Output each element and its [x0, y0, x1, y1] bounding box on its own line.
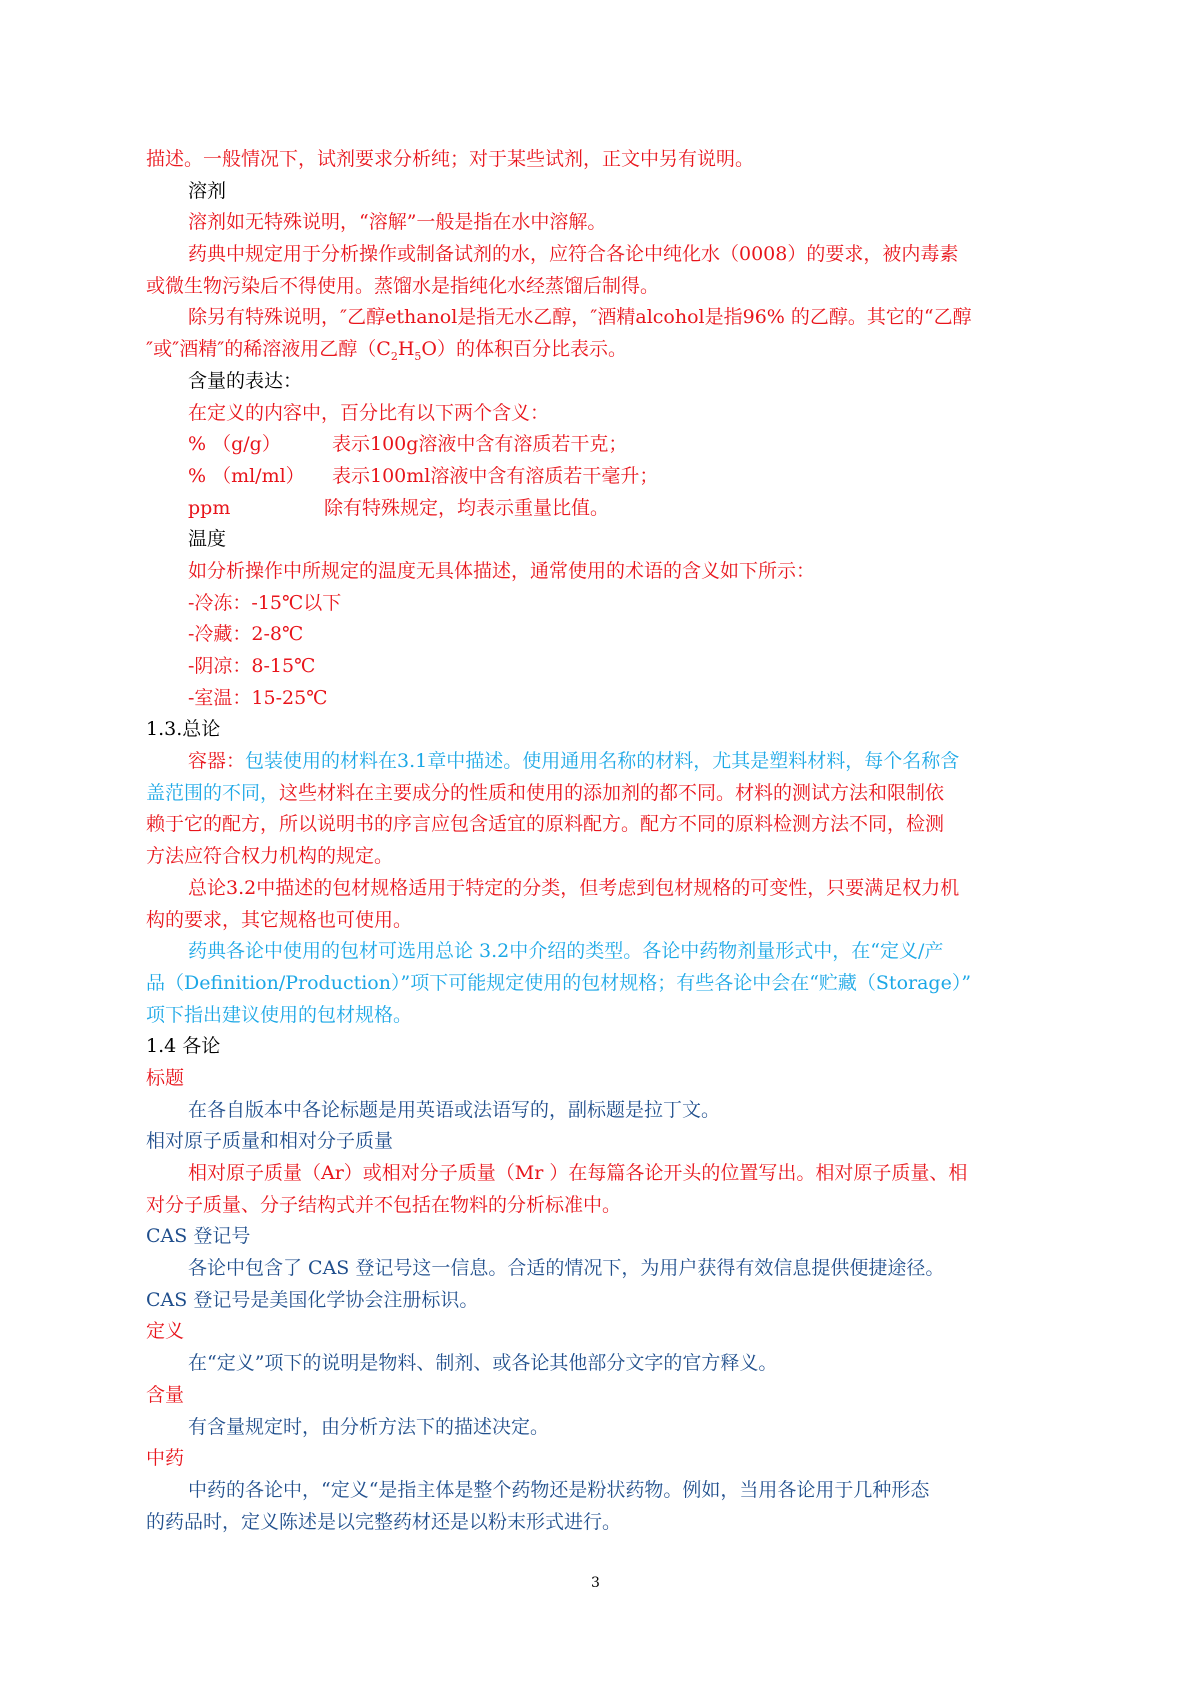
paragraph-specs-line2: 构的要求，其它规格也可使用。: [146, 908, 413, 931]
paragraph-tcm-line2: 的药品时，定义陈述是以完整药材还是以粉末形式进行。: [146, 1510, 622, 1533]
percent-desc: 表示100g溶液中含有溶质若干克；: [332, 433, 628, 456]
formula-subscript-c: 2: [390, 349, 398, 363]
heading-temperature: 温度: [188, 528, 227, 551]
paragraph-definition: 在“定义”项下的说明是物料、制剂、或各论其他部分文字的官方释义。: [188, 1352, 778, 1375]
body-text: [146, 144, 1034, 1538]
paragraph-packaging-line2: 品（Definition/Production）”项下可能规定使用的包材规格；有些各论中会在“贮藏（Storage）”: [146, 971, 972, 994]
paragraph-packaging-line1: 药典各论中使用的包材可选用总论 3.2中介绍的类型。各论中药物剂量形式中，在“定义/产: [188, 940, 944, 963]
temperature-item: -室温：15-25℃: [188, 686, 328, 709]
paragraph-assay: 有含量规定时，由分析方法下的描述决定。: [188, 1415, 550, 1438]
paragraph-tcm-line1: 中药的各论中，“定义“是指主体是整个药物还是粉状药物。例如，当用各论用于几种形态: [188, 1478, 930, 1501]
ethanol-text-mid: H: [397, 338, 415, 361]
paragraph-specs-line1: 总论3.2中描述的包材规格适用于特定的分类，但考虑到包材规格的可变性，只要满足权力机: [188, 876, 960, 899]
paragraph-solvent-2-line1: 药典中规定用于分析操作或制备试剂的水，应符合各论中纯化水（0008）的要求，被内毒素: [188, 243, 959, 266]
percent-desc: 表示100ml溶液中含有溶质若干毫升；: [332, 464, 659, 487]
heading-tcm: 中药: [146, 1447, 185, 1470]
heading-content-expression: 含量的表达：: [188, 369, 303, 392]
paragraph-percent-intro: 在定义的内容中，百分比有以下两个含义：: [188, 401, 550, 424]
percent-row: [146, 461, 1034, 493]
heading-relative-mass: 相对原子质量和相对分子质量: [146, 1130, 394, 1153]
ethanol-text-pre: ″或″酒精″的稀溶液用乙醇（C: [146, 338, 391, 361]
temperature-item: -阴凉：8-15℃: [188, 655, 316, 677]
paragraph-container-line1: [146, 746, 1034, 778]
paragraph-solvent-3-line2: [146, 334, 1034, 366]
paragraph-solvent-3-line1: 除另有特殊说明，″乙醇ethanol是指无水乙醇，″酒精alcohol是指96% 的乙醇。其它的“乙醇: [188, 306, 972, 329]
paragraph-mass-line2: 对分子质量、分子结构式并不包括在物料的分析标准中。: [146, 1193, 622, 1216]
percent-unit: % （g/g）: [188, 433, 281, 456]
percent-desc: 除有特殊规定，均表示重量比值。: [324, 496, 610, 519]
paragraph-temperature-intro: 如分析操作中所规定的温度无具体描述，通常使用的术语的含义如下所示：: [188, 559, 816, 582]
paragraph-mass-line1: 相对原子质量（Ar）或相对分子质量（Mr ）在每篇各论开头的位置写出。相对原子质量、相: [188, 1162, 968, 1184]
section-heading-1-4: 1.4 各论: [146, 1035, 221, 1058]
page-number: 3: [591, 1575, 600, 1591]
section-heading-1-3: 1.3.总论: [146, 718, 221, 741]
heading-title: 标题: [146, 1066, 185, 1089]
percent-row: [146, 429, 1034, 461]
paragraph-solvent-1: 溶剂如无特殊说明，“溶解”一般是指在水中溶解。: [188, 211, 607, 234]
container-text: 包装使用的材料在3.1章中描述。使用通用名称的材料，尤其是塑料材料，每个名称含: [245, 750, 960, 773]
container-text-blue: 盖范围的不同，: [146, 781, 280, 804]
heading-assay: 含量: [146, 1383, 185, 1406]
container-text-red: 这些材料在主要成分的性质和使用的添加剂的都不同。材料的测试方法和限制依: [279, 781, 945, 804]
percent-unit: ppm: [188, 496, 231, 519]
paragraph-container-line2: [146, 778, 1034, 810]
paragraph-reagents-tail: 描述。一般情况下，试剂要求分析纯；对于某些试剂，正文中另有说明。: [146, 148, 755, 170]
ethanol-text-post: O）的体积百分比表示。: [421, 338, 627, 361]
container-label: 容器：: [188, 750, 246, 773]
heading-cas: CAS 登记号: [146, 1225, 251, 1248]
paragraph-solvent-2-line2: 或微生物污染后不得使用。蒸馏水是指纯化水经蒸馏后制得。: [146, 274, 660, 297]
percent-unit: % （ml/ml）: [188, 464, 305, 487]
percent-row: [146, 493, 1034, 525]
paragraph-cas-line2: CAS 登记号是美国化学协会注册标识。: [146, 1288, 479, 1311]
temperature-item: -冷冻：-15℃以下: [188, 591, 342, 614]
paragraph-title: 在各自版本中各论标题是用英语或法语写的，副标题是拉丁文。: [188, 1098, 721, 1121]
temperature-item: -冷藏：2-8℃: [188, 623, 304, 646]
formula-subscript-h: 5: [414, 349, 422, 363]
heading-definition: 定义: [146, 1320, 185, 1343]
heading-solvent: 溶剂: [188, 179, 227, 202]
paragraph-container-line3: 赖于它的配方，所以说明书的序言应包含适宜的原料配方。配方不同的原料检测方法不同，检测: [146, 813, 945, 836]
paragraph-cas-line1: 各论中包含了 CAS 登记号这一信息。合适的情况下，为用户获得有效信息提供便捷途径。: [188, 1257, 945, 1280]
paragraph-container-line4: 方法应符合权力机构的规定。: [146, 845, 394, 868]
paragraph-packaging-line3: 项下指出建议使用的包材规格。: [146, 1003, 413, 1026]
